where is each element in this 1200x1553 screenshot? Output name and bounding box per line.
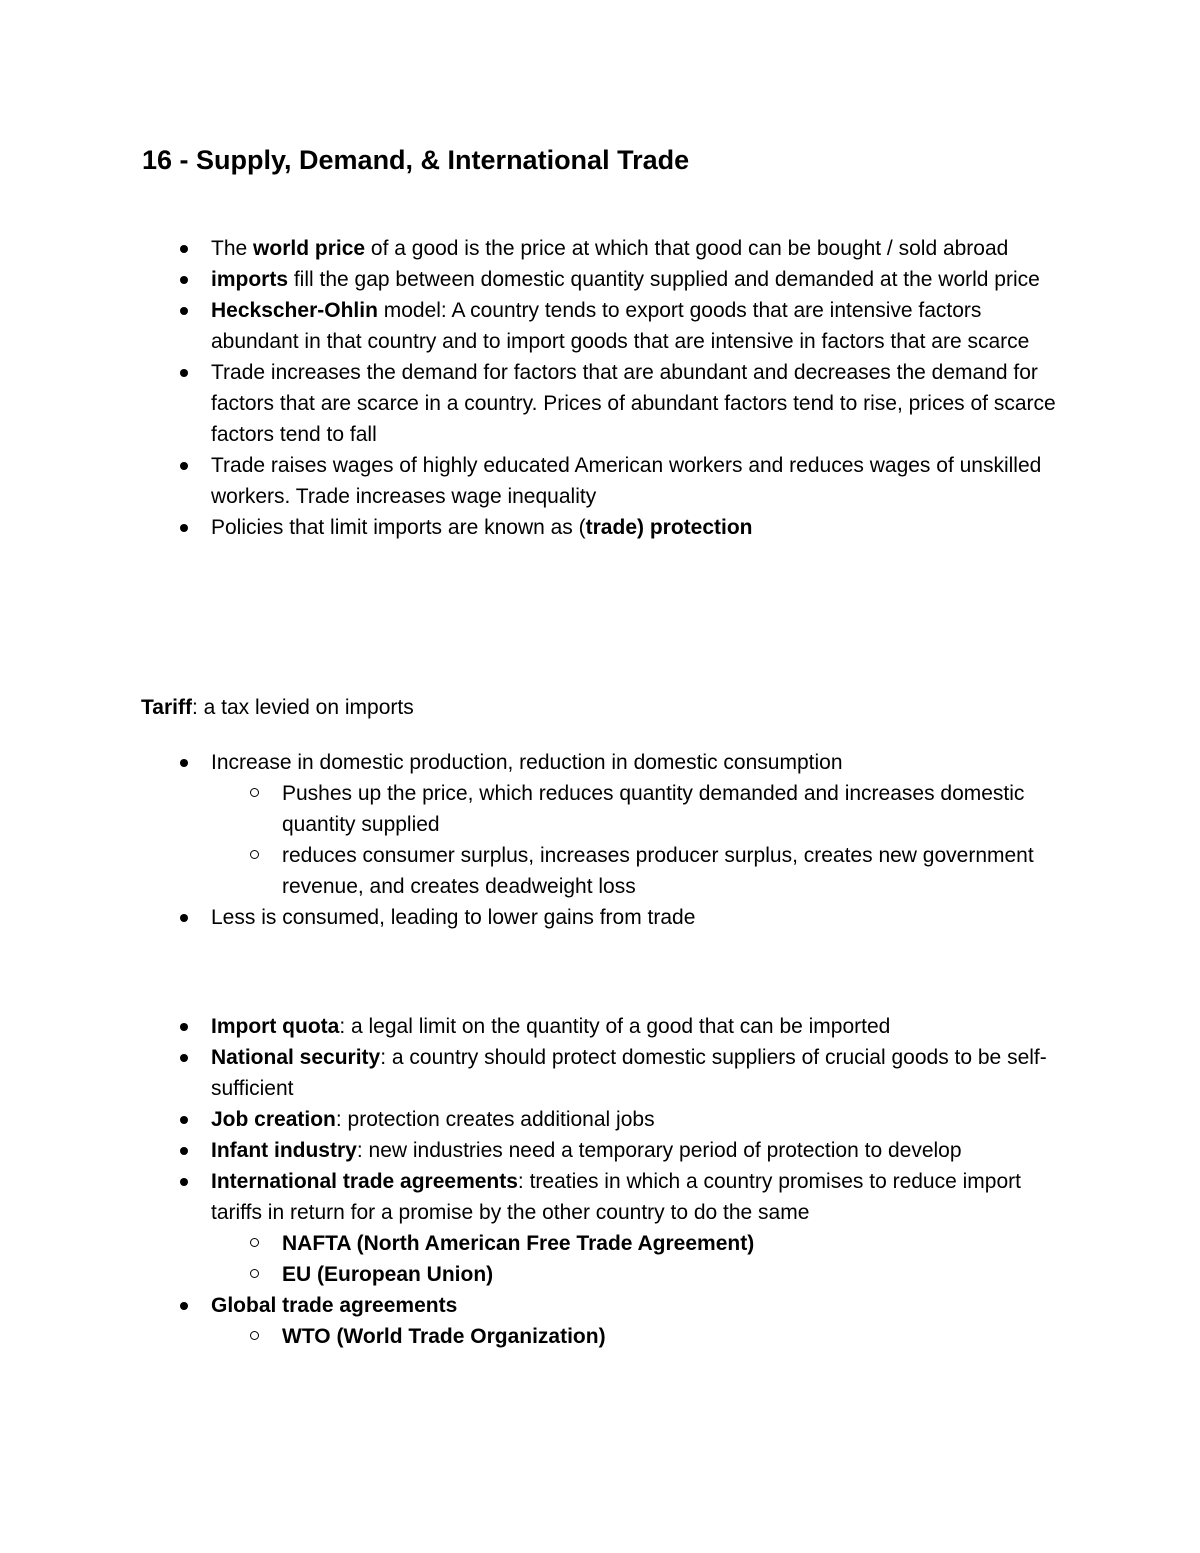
list-item-wages: Trade raises wages of highly educated American workers and reduces wages of unskilled workers. Trade increases wage inequality	[211, 450, 1071, 512]
list-item-factor-demand: Trade increases the demand for factors that are abundant and decreases the demand for factors that are scarce in a country. Prices of abundant factors tend to rise, prices of scarce factors tend to fall	[211, 357, 1071, 450]
list-item-national-security: National security: a country should protect domestic suppliers of crucial goods to be self-sufficient	[211, 1042, 1071, 1104]
sublist-item-wto: WTO (World Trade Organization)	[282, 1321, 1071, 1352]
list-item-global-agreements: Global trade agreements WTO (World Trade Organization)	[211, 1290, 1071, 1352]
list-item-protection: Policies that limit imports are known as (trade) protection	[211, 512, 1071, 543]
sublist-item-surplus: reduces consumer surplus, increases producer surplus, creates new government revenue, and creates deadweight loss	[282, 840, 1071, 902]
trade-agreements-sublist	[211, 1228, 1071, 1290]
list-item-infant-industry: Infant industry: new industries need a temporary period of protection to develop	[211, 1135, 1071, 1166]
global-agreements-sublist	[211, 1321, 1071, 1352]
list-item-less-consumed: Less is consumed, leading to lower gains from trade	[211, 902, 1071, 933]
list-item-heckscher-ohlin: Heckscher-Ohlin model: A country tends to export goods that are intensive factors abundant in that country and to import goods that are intensive in factors that are scarce	[211, 295, 1071, 357]
protection-arguments-list	[211, 1011, 1071, 1352]
list-item-trade-agreements: International trade agreements: treaties in which a country promises to reduce import tariffs in return for a promise by the other country to do the same NAFTA (North American Free Trade Agreement) EU (European Union)	[211, 1166, 1071, 1290]
list-item-domestic-production: Increase in domestic production, reduction in domestic consumption Pushes up the price, which reduces quantity demanded and increases domestic quantity supplied reduces consumer surplus, increases producer surplus, creates new government revenue, and creates deadweight loss	[211, 747, 1071, 902]
list-item-imports: imports fill the gap between domestic quantity supplied and demanded at the world price	[211, 264, 1071, 295]
tariff-definition: Tariff: a tax levied on imports	[141, 696, 414, 719]
tariff-sublist	[211, 778, 1071, 902]
page-title: 16 - Supply, Demand, & International Trade	[142, 145, 690, 175]
tariff-effects-list	[211, 747, 1071, 933]
sublist-item-eu: EU (European Union)	[282, 1259, 1071, 1290]
sublist-item-price: Pushes up the price, which reduces quantity demanded and increases domestic quantity supplied	[282, 778, 1071, 840]
overview-list	[211, 233, 1071, 543]
list-item-job-creation: Job creation: protection creates additional jobs	[211, 1104, 1071, 1135]
list-item-import-quota: Import quota: a legal limit on the quantity of a good that can be imported	[211, 1011, 1071, 1042]
list-item-world-price: The world price of a good is the price at which that good can be bought / sold abroad	[211, 233, 1071, 264]
sublist-item-nafta: NAFTA (North American Free Trade Agreement)	[282, 1228, 1071, 1259]
